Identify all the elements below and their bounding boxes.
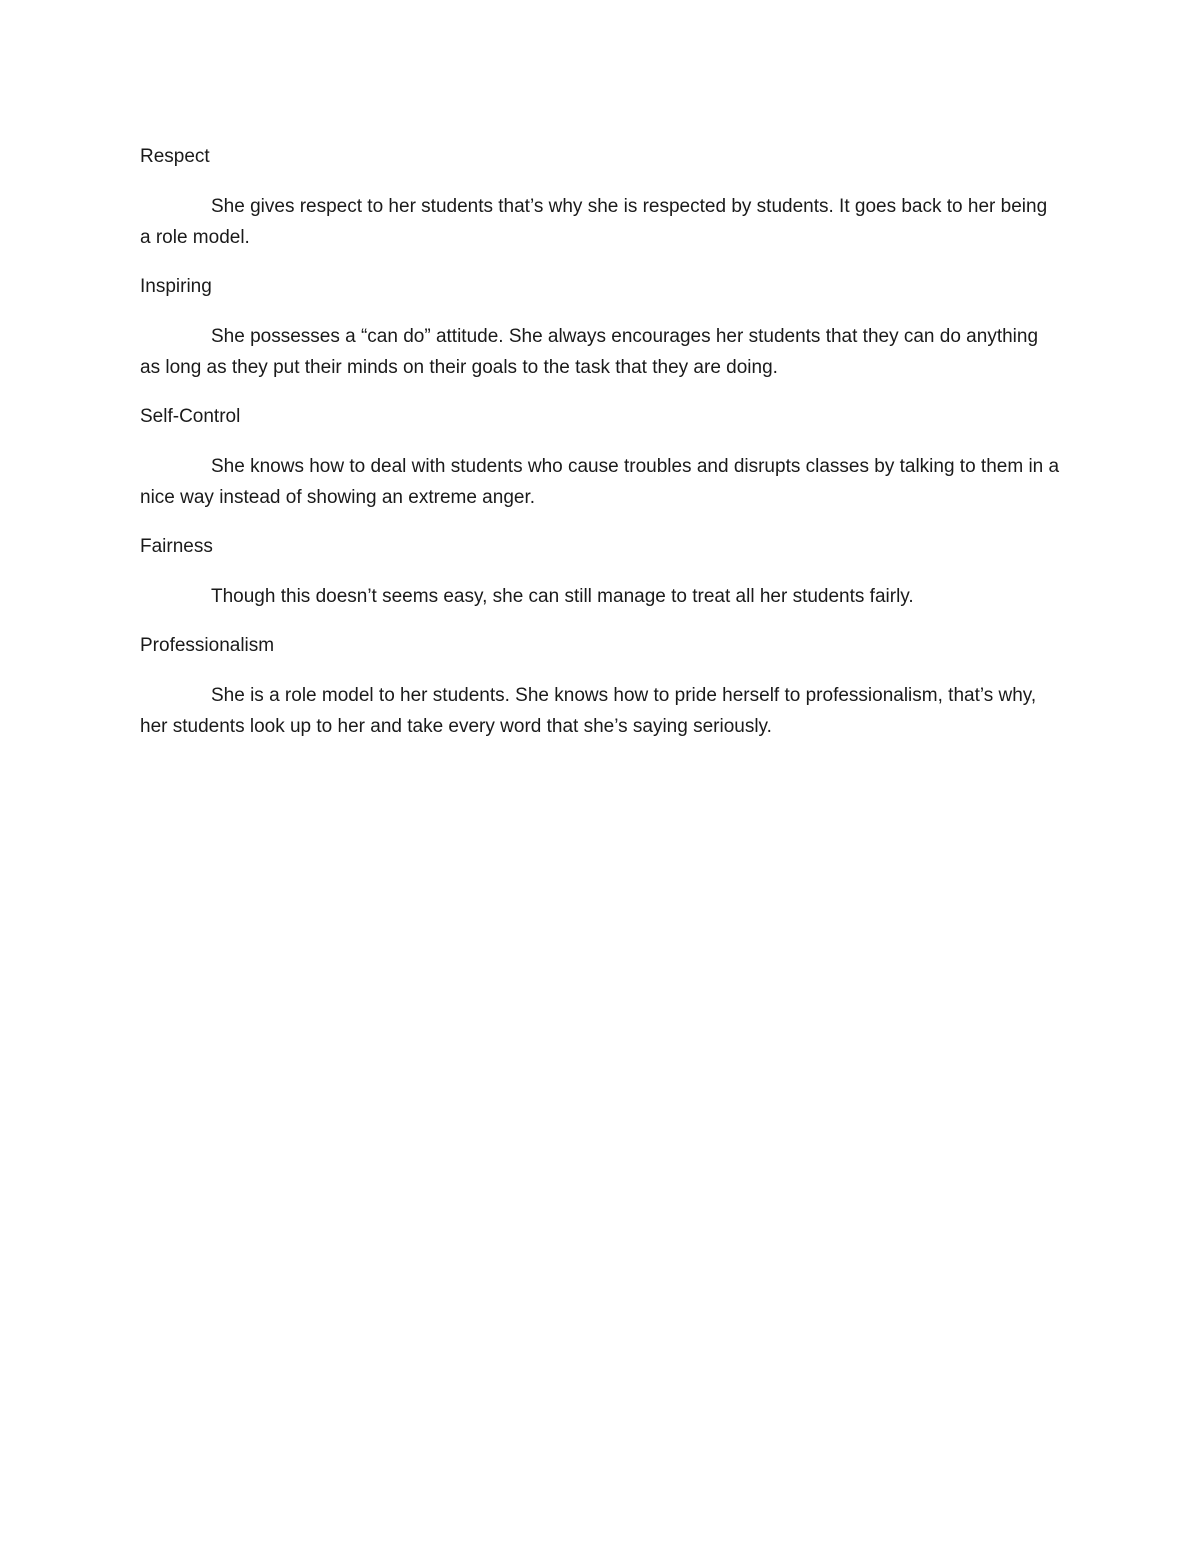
section-paragraph: She possesses a “can do” attitude. She always encourages her students that they can do anything as long as they put their minds on their goals to the task that they are doing. bbox=[140, 326, 1039, 378]
section-paragraph: She knows how to deal with students who cause troubles and disrupts classes by talking to them in a nice way instead of showing an extreme anger. bbox=[140, 456, 1060, 508]
section-paragraph: She gives respect to her students that’s why she is respected by students. It goes back to her being a role model. bbox=[140, 196, 1048, 248]
section-heading: Self-Control bbox=[140, 406, 241, 427]
section-paragraph: Though this doesn’t seems easy, she can still manage to treat all her students fairly. bbox=[211, 586, 914, 607]
section-paragraph: She is a role model to her students. She knows how to pride herself to professionalism, that’s why, her students look up to her and take every word that she’s saying seriously. bbox=[140, 685, 1037, 737]
section-heading: Fairness bbox=[140, 536, 213, 557]
section-heading: Inspiring bbox=[140, 276, 212, 297]
section-self-control bbox=[140, 402, 1060, 513]
section-respect bbox=[140, 142, 1060, 253]
section-heading: Professionalism bbox=[140, 635, 275, 656]
section-fairness bbox=[140, 532, 1060, 612]
section-professionalism bbox=[140, 631, 1060, 742]
section-heading: Respect bbox=[140, 146, 210, 167]
section-inspiring bbox=[140, 272, 1060, 383]
